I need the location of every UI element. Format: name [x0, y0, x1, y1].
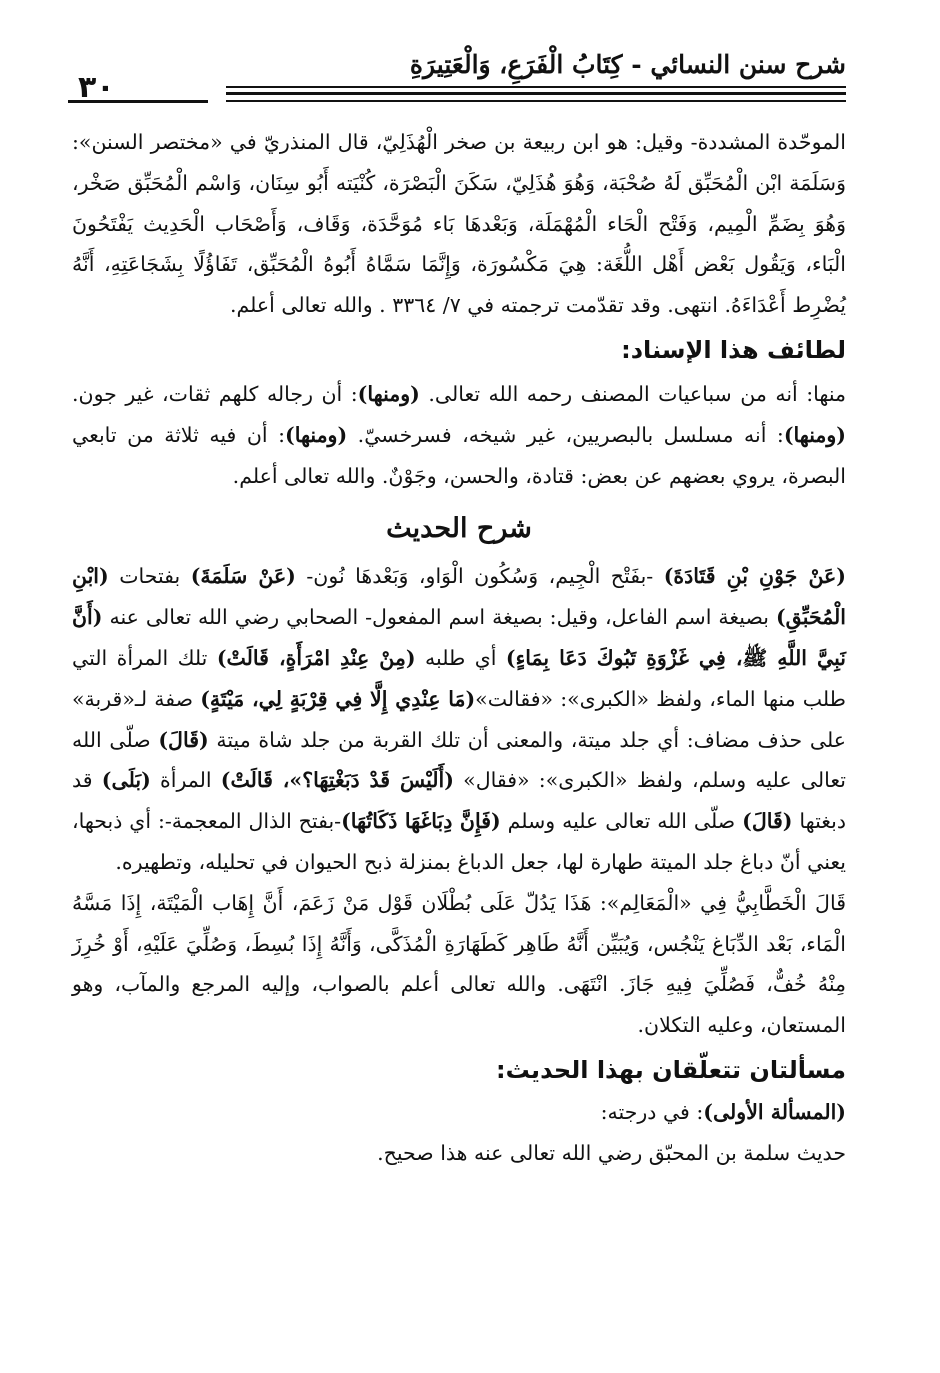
khattabi-paragraph: قَالَ الْخَطَّابِيُّ فِي «الْمَعَالِم»: هَذَا يَدُلّ عَلَى بُطْلَان قَوْل مَنْ زَعَمَ، أَنَّ إِهَاب الْمَيْتَة، إِذَا مَسَّهُ الْمَاء، بَعْد الدِّبَاغ يَنْجُس، وَيُبَيِّن أَنَّهُ طَاهِر كَطَهَارَةِ الْمُذَكَّى، وَأَنَّهُ إِذَا بُسِطَ، وَصُلِّيَ عَلَيْهِ، أَوْ خُرِزَ مِنْهُ خُفٌّ، فَصُلِّيَ فِيهِ جَازَ. انْتَهَى. والله تعالى أعلم بالصواب، وإليه المرجع والمآب، وهو المستعان، وعليه التكلان.	[72, 890, 846, 1038]
masala-first-heading	[72, 1092, 846, 1133]
hadith-quote: (مِنْ عِنْدِ امْرَأَةٍ، قَالَتْ)	[216, 645, 416, 670]
page-number-rule	[68, 100, 208, 103]
intro-paragraph: الموحّدة المشددة- وقيل: هو ابن ربيعة بن صخر الْهُذَلِيّ، قال المنذريّ في «مختصر السنن»: وَسَلَمَة ابْن الْمُحَبِّق لَهُ صُحْبَة، وَهُوَ هُذَلِيّ، سَكَنَ الْبَصْرَة، كُنْيَته أَبُو سِنَان، وَاسْم الْمُحَبِّق صَخْر، وَهُوَ بِضَمِّ الْمِيم، وَفَتْح الْحَاء الْمُهْمَلَة، وَبَعْدهَا بَاء مُوَحَّدَة، وَقَاف، وَأَصْحَاب الْحَدِيث يَفْتَحُونَ الْبَاء، وَيَقُول بَعْض أَهْل اللُّغَة: هِيَ مَكْسُورَة، وَإِنَّمَا سَمَّاهُ أَبُوهُ الْمُحَبِّق، تَفَاؤُلًا بِشَجَاعَتِهِ، أَنَّهُ يُضْرِط أَعْدَاءَهُ. انتهى. وقد تقدّمت ترجمته في ٧/ ٣٣٦٤ . والله تعالى أعلم.	[72, 130, 846, 318]
masala-first-body: حديث سلمة بن المحبّق رضي الله تعالى عنه هذا صحيح.	[377, 1140, 846, 1165]
masala-title: : في درجته:	[600, 1099, 704, 1124]
commentary-text: -بفتح الذال المعجمة-: أي ذبحها، يعني أنّ دباغ جلد الميتة طهارة لها، جعل الدباغ بمنزلة ذبح الحيوان في تحليله، وتطهيره.	[72, 809, 846, 874]
running-title: شرح سنن النسائي - كِتَابُ الْفَرَعِ، وَالْعَتِيرَةِ	[409, 50, 846, 79]
hadith-quote: (قَالَ)	[158, 727, 209, 752]
lataif-text: منها: أنه من سباعيات المصنف رحمه الله تعالى.	[419, 381, 846, 406]
sharh-heading: شرح الحديث	[386, 513, 532, 545]
header-rule	[226, 92, 846, 95]
lataif-text: : أنه مسلسل بالبصريين، غير شيخه، فسرخسيّ.	[347, 422, 784, 447]
commentary-text: تلك المرأة التي طلب منها الماء، ولفظ «الكبرى»: «فقالت»	[72, 645, 846, 711]
lataif-text: : أن فيه ثلاثة من تابعي البصرة، يروي بعضهم عن بعض: قتادة، والحسن، وجَوْنٌ. والله تعالى أعلم.	[72, 422, 846, 488]
sharh-paragraph	[72, 556, 846, 882]
hadith-quote: (فَإِنَّ دِبَاغَهَا ذَكَاتُهَا)	[341, 809, 501, 834]
commentary-text: قد دبغتها	[72, 768, 846, 834]
hadith-quote: (أَنَّ نَبِيَّ اللَّهِ ﷺ، فِي غَزْوَةِ تَبُوكَ دَعَا بِمَاءٍ)	[72, 605, 846, 670]
minha-label: (ومنها)	[357, 381, 420, 406]
commentary-text: -بفَتْح الْجِيم، وَسُكُون الْوَاو، وَبَعْدهَا نُون-	[295, 564, 664, 589]
masail-heading: مسألتان تتعلّقان بهذا الحديث:	[496, 1055, 846, 1084]
hadith-quote: (ابْنِ الْمُحَبِّقِ)	[72, 564, 846, 630]
page-body	[72, 122, 846, 1174]
hadith-quote: (أَلَيْسَ قَدْ دَبَغْتِهَا؟»، قَالَتْ)	[220, 768, 454, 793]
hadith-quote: (قَالَ)	[742, 809, 793, 834]
page-header	[68, 48, 846, 108]
minha-label: (ومنها)	[285, 422, 348, 447]
lataif-heading: لطائف هذا الإسناد:	[621, 335, 846, 364]
hadith-quote: (مَا عِنْدِي إِلَّا فِي قِرْبَةٍ لِي، مَيْتَةٍ)	[200, 686, 476, 711]
hadith-quote: (عَنْ سَلَمَةَ)	[190, 564, 296, 589]
commentary-text: أي طلبه	[415, 645, 506, 670]
commentary-text: المرأة	[150, 768, 221, 793]
commentary-text: صلّى الله تعالى عليه وسلم، ولفظ «الكبرى»: «فقال»	[72, 727, 846, 793]
header-rule	[226, 86, 846, 88]
page-number: ٣٠	[78, 70, 115, 105]
hadith-quote: (عَنْ جَوْنِ بْنِ قَتَادَةَ)	[663, 564, 846, 589]
lataif-paragraph	[72, 374, 846, 496]
commentary-text: صفة لـ«قربة» على حذف مضاف: أي جلد ميتة، والمعنى أن تلك القربة من جلد شاة ميتة	[72, 686, 846, 752]
minha-label: (ومنها)	[783, 422, 846, 447]
masala-label: (المسألة الأولى)	[703, 1099, 846, 1124]
lataif-text: : أن رجاله كلهم ثقات، غير جون.	[72, 381, 358, 406]
commentary-text: بصيغة اسم الفاعل، وقيل: بصيغة اسم المفعول- الصحابي رضي الله تعالى عنه	[102, 605, 776, 630]
commentary-text: صلّى الله تعالى عليه وسلم	[500, 809, 743, 834]
commentary-text: بفتحات	[108, 564, 191, 589]
header-rule	[226, 100, 846, 102]
hadith-quote: (بَلَى)	[101, 768, 151, 793]
